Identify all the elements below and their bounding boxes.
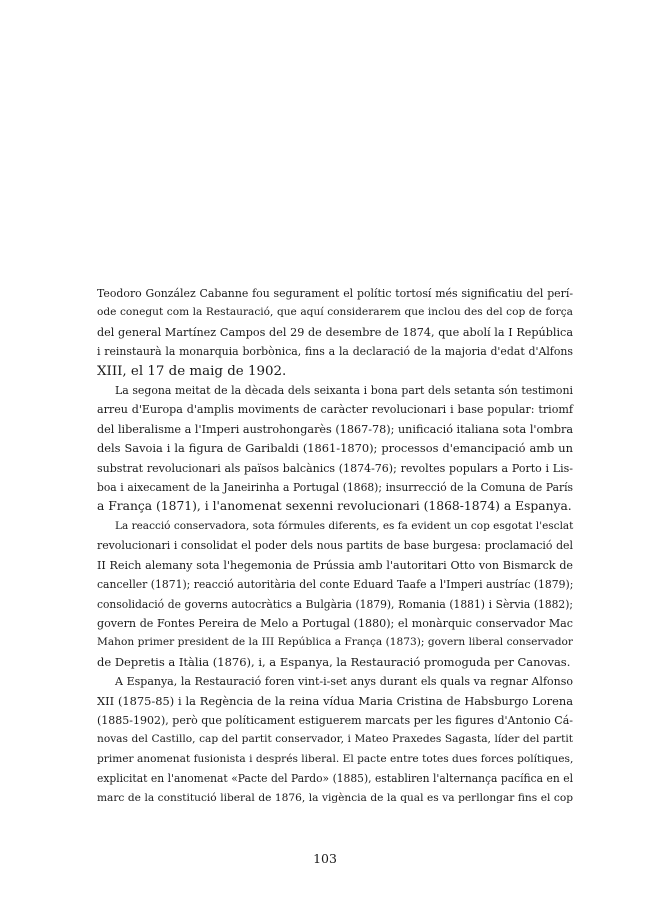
text-line: A Espanya, la Restauració foren vint-i-set anys durant els quals va regnar Alfonso [115,675,573,689]
text-line: arreu d'Europa d'amplis moviments de caràcter revolucionari i base popular: triomf [97,403,573,417]
paragraph-4 [97,672,573,808]
text-line: govern de Fontes Pereira de Melo a Portugal (1880); el monàrquic conservador Mac [97,616,573,630]
text-line: XII (1875-85) i la Regència de la reina vídua Maria Cristina de Habsburgo Lorena [97,693,573,708]
text-line: primer anomenat fusionista i després liberal. El pacte entre totes dues forces polítiques, [97,752,574,765]
text-line: Teodoro González Cabanne fou segurament el polític tortosí més significatiu del perí- [97,287,573,300]
text-line: explicitat en l'anomenat «Pacte del Pardo» (1885), establiren l'alternança pacífica en el [97,772,573,786]
text-line: de Depretis a Itàlia (1876), i, a Espanya, la Restauració promoguda per Canovas. [97,654,571,669]
text-line: a França (1871), i l'anomenat sexenni revolucionari (1868-1874) a Espanya. [97,499,572,514]
page-number: 103 [313,851,337,866]
text-line: II Reich alemany sota l'hegemonia de Prússia amb l'autoritari Otto von Bismarck de [97,558,573,572]
text-line: consolidació de governs autocràtics a Bulgària (1879), Romania (1881) i Sèrvia (1882); [97,597,573,611]
text-line: ode conegut com la Restauració, que aquí considerarem que inclou des del cop de força [97,306,573,319]
text-line: boa i aixecament de la Janeirinha a Portugal (1868); insurrecció de la Comuna de París [97,481,573,495]
text-line: marc de la constitució liberal de 1876, la vigència de la qual es va perllongar fins el cop [97,791,573,804]
text-line: i reinstaurà la monarquia borbònica, fins a la declaració de la majoria d'edat d'Alfons [97,345,573,359]
paragraph-1 [97,284,573,381]
text-line: (1885-1902), però que políticament estiguerem marcats per les figures d'Antonio Cá- [97,713,573,727]
text-line: Mahon primer president de la III República a França (1873); govern liberal conservador [97,636,573,649]
text-line: substrat revolucionari als països balcànics (1874-76); revoltes populars a Porto i Lis- [97,461,573,475]
text-line: canceller (1871); reacció autoritària del conte Eduard Taafe a l'Imperi austríac (1879); [97,578,574,592]
text-line: dels Savoia i la figura de Garibaldi (1861-1870); processos d'emancipació amb un [97,441,573,456]
text-line: La segona meitat de la dècada dels seixanta i bona part dels setanta són testimoni [115,384,573,398]
paragraph-3 [97,517,573,672]
text-line: XIII, el 17 de maig de 1902. [97,363,287,379]
text-line: La reacció conservadora, sota fórmules diferents, es fa evident un cop esgotat l'esclat [115,519,574,532]
paragraph-2 [97,381,573,517]
text-line: del liberalisme a l'Imperi austrohongarès (1867-78); unificació italiana sota l'ombra [97,422,573,436]
body-text [97,284,573,808]
text-line: novas del Castillo, cap del partit conservador, i Mateo Praxedes Sagasta, líder del partit [97,733,573,746]
text-line: del general Martínez Campos del 29 de desembre de 1874, que abolí la I República [97,325,573,339]
text-line: revolucionari i consolidat el poder dels nous partits de base burgesa: proclamació del [97,539,573,553]
